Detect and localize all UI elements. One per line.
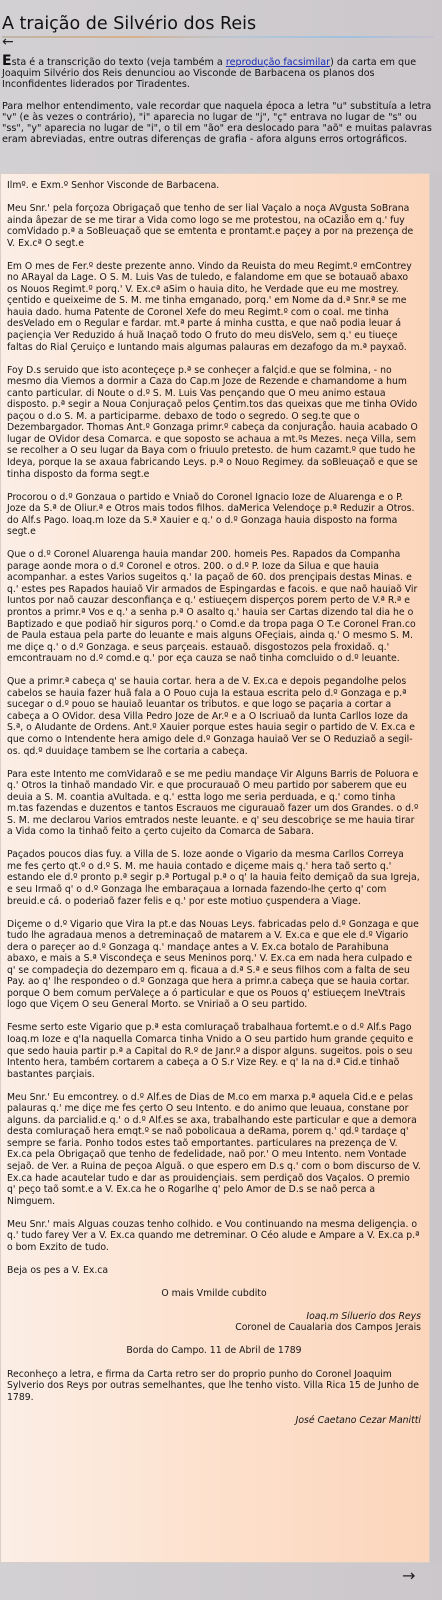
letter-paragraph: Paçados poucos dias fuy. a Villa de S. Ioze aonde o Vigario da mesma Carllos Correya me fes çerto qt.º o d.º S. M. me hauia contado e diçeme mais q.' hera taõ serto q.' estando ele d.º pronto p.ª segir p.ª Portugal p.ª o q' Ia hauia feito demiçaõ da sua Igreja, e seu Irmaõ q' o d.º Gonzaga lhe embaraçaua a Iornada fazendo-lhe çerto q' com breuid.e cá. o poderiaõ fazer felis e q.' por este motiuo çuspendera a Viage. xyxy=(7,849,420,907)
intro-p1-before: sta é a transcrição do texto (veja também a xyxy=(11,57,226,68)
letter-paragraph: Beja os pes a V. Ex.ca xyxy=(7,1264,109,1276)
letter-paragraph: Meu Snr.' mais Alguas couzas tenho colhido. e Vou continuando na mesma deligençia. o q.' tudo farey Ver a V. Ex.ca quando me detreminar. O Céo alude e Ampare a V. Ex.ca p.ª o bom Exzito de tudo. xyxy=(7,1218,420,1253)
intro-paragraph-1 xyxy=(2,53,438,90)
intro-text xyxy=(2,53,438,156)
letter-acknowledgement: Reconheço a letra, e firma da Carta retro ser do proprio punho do Coronel Joaquim Sylverio dos Reys por outras semelhantes, que lhe tenho visto. Villa Rica 15 de Junho de 1789. xyxy=(7,1368,419,1403)
letter-paragraph: Foy D.s seruido que isto aconteçeçe p.ª se conheçer a falçid.e que se folmina, - no mesmo dia Viemos a dormir a Caza do Cap.m Joze de Rezende e chamandome a hum canto particular. di Noute o d.º S. M. Luis Vas pençando que O meu animo estaua disposto. p.ª segir a Noua Conjuraçaõ pelos Çentim.tos das queixas que me tinha OVido paçou o d.o S. M. a participarme. debaxo de todo o segredo. O seg.te que o Dezembargador. Thomas Ant.º Gonzaga primr.º cabeça da conjuraçåo. hauia acabado O lugar de OVidor desa Comarca. e que soposto se achaua a mt.ºs Mezes. neça Villa, sem se recolher a O seu lugar da Baya com o friuulo pretesto. de hum cazamt.º que tudo he Ideya, porque Ia se axaua fabricando Leys. p.ª o Nouo Regimey. da soBleuaçaõ e que se tinha disposto da forma segt.e xyxy=(7,364,418,480)
letter-paragraph: Meu Snr.' Eu emcontrey. o d.º Alf.es de Dias de M.co em marxa p.ª aquela Cid.e e pelas palauras q.' me diçe me fes çerto O seu Intento. e do animo que leuaua, constane por alguns. da parcialid.e q.' o d.º Alf.es se axa, trabalhando este particular e que a demora desta comIuraçaõ hera emqt.º se naõ pobolicaua a deRama, porem q.' qd.º tardaçe q' sempre se faria. Ponho todos estes taõ emportantes. particulares na prezença de V. Ex.ca pela Obrigaçaõ que tenho de fedelidade, naõ por.' O meu Intento. nem Vontade sejaõ. de Ver. a Ruina de peçoa Alguã. o que espero em D.s q.' com o bom discurso de V. Ex.ca hade acautelar tudo e dar as prouidençiais. sem perdiçaõ dos Vaçalos. O premio q' peço taõ somt.e a V. Ex.ca he o Rogarlhe q' pelo Amor de D.s se naõ perca a Nimguem. xyxy=(7,1091,421,1207)
signature-title: Coronel de Caualaria dos Campos Jerais xyxy=(235,1322,421,1334)
letter-transcription xyxy=(0,173,430,1563)
letter-paragraph: Diçeme o d.º Vigario que Vira Ia pt.e das Nouas Leys. fabricadas pelo d.º Gonzaga e que tudo lhe agradaua menos a detreminaçaõ de matarem a V. Ex.ca e que ele d.º Vigario dera o pareçer ao d.º Gonzaga q.' mandaçe antes a V. Ex.ca botalo de Parahibuna abaxo, e mais a S.ª Viscondeça e seus Meninos porq.' V. Ex.ca em nada hera culpado e q' se compadeçia do dezemparo em q. ficaua a d.ª S.ª e seus filhos com a falta de seu Pay. ao q' lhe respondeo o d.º Gonzaga que hera a primr.a cabeça que se hauia cortar. porque O bem comum perValeçe a ó particular e que os Pouos q' estiueçem IneVtrais logo que Viçem O seu General Morto. se Vniriaõ a O seu partido. xyxy=(7,918,419,1011)
back-arrow-icon[interactable]: ← xyxy=(2,34,14,50)
letter-paragraph: Meu Snr.' pela forçoza Obrigaçaõ que tenho de ser lial Vaçalo a noça AVgusta SoBrana ainda âpezar de se me tirar a Vida como logo se me protestou, na oCaziåo em q.' fuy comVidado p.ª a SoBleuaçaõ que se emtenta e prontamt.e paçey a por na prezença de V. Ex.cª O segt.e xyxy=(7,203,414,249)
right-margin-strip xyxy=(430,173,442,1563)
letter-place-date: Borda do Campo. 11 de Abril de 1789 xyxy=(126,1345,302,1357)
signature-name: Ioaq.m Siluerio dos Reys xyxy=(306,1310,421,1322)
letter-paragraph: Para este Intento me comVidaraõ e se me pediu mandaçe Vir Alguns Barris de Poluora e q.' Otros Ia tinhaõ mandado Vir. e que procurauaõ O meu partido por saberem que eu deuia a S. M. coantia aVultada. e q.' estta logo me seria perduada, e q.' como tinha m.tas fazendas e duzentos e tantos Escrauos me cigurauaõ fazer um dos Grandes. o d.º S. M. me declarou Varios emtrados neste leuante. e q' seu descobriçe se me hauia tirar a Vida como Ia tinhaõ feito a çerto cujeito da Comarca de Sabara. xyxy=(7,768,419,838)
drop-cap: E xyxy=(2,53,12,69)
forward-arrow-icon[interactable]: → xyxy=(402,1566,416,1585)
notary-name: José Caetano Cezar Manitti xyxy=(295,1414,421,1426)
intro-paragraph-2: Para melhor entendimento, vale recordar que naquela época a letra "u" substituía a letra "v" (e às vezes o contrário), "i" aparecia no lugar de "j", "ç" entrava no lugar de "s" ou "ss", "y" aparecia no lugar de "i", o til em "ão" era deslocado para "aõ" e muitas palavras eram abreviadas, entre outras diferenças de grafia - afora alguns erros ortográficos. xyxy=(2,101,432,145)
letter-salutation: Ilmº. e Exm.º Senhor Visconde de Barbacena. xyxy=(7,180,220,191)
letter-paragraph: Que o d.º Coronel Aluarenga hauia mandar 200. homeis Pes. Rapados da Companha parage aonde mora o d.º Coronel e otros. 200. o d.º P. Ioze da Silua e que hauia acompanhar. a estes Varios sugeitos q.' Ia paçaõ de 60. dos prençipais destas Minas. e q.' estes pes Rapados hauiaõ Vir armados de Espingardas e facois. e que naõ hauiaõ Vir Iuntos por naõ cauzar desconfiança e q.' estiueçem disperços porem perto de V.ª R.ª e prontos a primr.ª Vos e q.' a senha p.ª O asalto q.' hauia ser Cartas dizendo tal dia he o Baptizado e que podiaõ hir siguros porq.' o Comd.e da tropa paga O T.e Coronel Fran.co de Paula estaua pela parte do leuante e mais alguns OFeçiais, ainda q.' O mesmo S. M. me diçe q.' o d.º Gonzaga. e seus parçeais. estauaõ. disgostozos pela froxidaõ. q.' emcontrauam no d.º comd.e q.' por eça cauza se naõ tinha comcluido o d.º leuante. xyxy=(7,549,418,665)
page-title: A traição de Silvério dos Reis xyxy=(2,14,257,34)
letter-paragraph: Fesme serto este Vigario que p.ª esta comIuraçaõ trabalhaua fortemt.e o d.º Alf.s Pago Ioaq.m Ioze e q'Ia naquella Comarca tinha Vnido a O seu partido hum grande çequito e que sedo hauia partir p.ª a Capital do R.º de Janr.º a dispor alguns. sugeitos. pois o seu Intento hera, também cortarem a cabeça a O S.r Vize Rey. e q' Ia na d.ª Cid.e tinhaõ bastantes parçiais. xyxy=(7,1022,414,1080)
letter-paragraph: Que a primr.ª cabeça q' se hauia cortar. hera a de V. Ex.ca e depois pegandolhe pelos cabelos se hauia fazer huã fala a O Pouo cuja Ia estaua escrita pelo d.º Gonzaga e p.ª sucegar o d.º pouo se hauiaõ leuantar os tributos. e que logo se paçaria a cortar a cabeça a O OVidor. desa Villa Pedro Joze de Ar.º e a O Iscriuaõ da Iunta Carllos Ioze da S.ª, o AIudante de Ordens. Ant.º Xauier porque estes hauia segir o partido de V. Ex.ca e que como o Intendente hera amigo dele d.º Gonzaga hauiaõ Ver se O Reduziaõ a segil-os. qd.º duuidaçe tambem se lhe cortaria a cabeça. xyxy=(7,676,415,757)
title-divider xyxy=(2,36,434,38)
letter-paragraph: Em O mes de Fer.º deste prezente anno. Vindo da Reuista do meu Regimt.º emContrey no ARayal da Lage. O S. M. Luis Vas de tuledo, e falandome em que se botauaõ abaxo os Nouos Regimt.º porq.' V. Ex.cª aSim o hauia dito, he Verdade que eu me mostrey. çentido e queixeime de S. M. me tinha emganado, porq.' em Nome da d.ª Snr.ª se me hauia dado. huma Patente de Coronel Xefe do meu Regimt.º com o coal. me tinha desVelado em o Regular e fardar. mt.ª parte á minha custta, e que naõ podia leuar á paçiençia Ver Reduzido á huã Inaçaõ todo O fruto do meu disVelo, sem q.' eu tiueçe faltas do Rial Çeruiço e Iuntando mais algumas palauras em dezafogo da m.ª payxaõ. xyxy=(7,260,412,353)
intro-p1-after: ) da carta em que Joaquim Silvério dos Reis denunciou ao Visconde de Barbacena os planos dos Inconfidentes liderados por Tiradentes. xyxy=(2,57,417,90)
letter-closing: O mais Vmilde cubdito xyxy=(161,1287,267,1299)
letter-signature xyxy=(7,1311,421,1334)
facsimile-link[interactable]: reprodução facsimilar xyxy=(225,57,331,68)
letter-paragraph: Procorou o d.º Gonzaua o partido e Vniaõ do Coronel Ignacio Ioze de Aluarenga e o P. Joze da S.ª de Oliur.ª e Otros mais todos filhos. daMerica Velendoçe p.ª Reduzir a Otros. do Alf.s Pago. Ioaq.m Ioze da S.ª Xauier e q.' o d.º Gonzaga hauia disposto na forma segt.e xyxy=(7,491,415,538)
